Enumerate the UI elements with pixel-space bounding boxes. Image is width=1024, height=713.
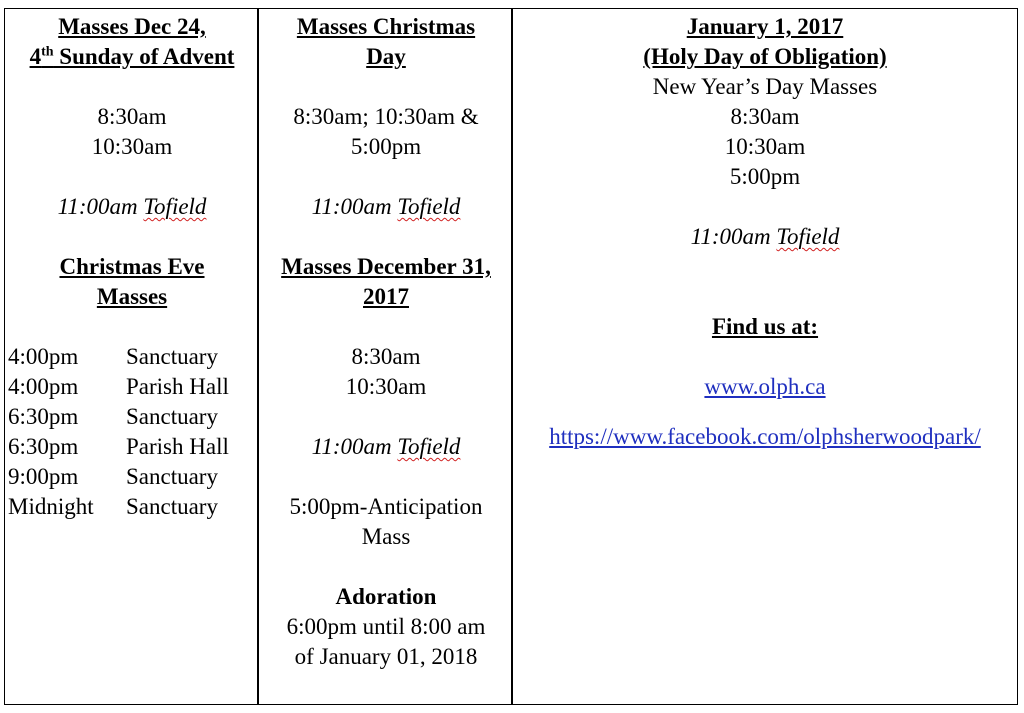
list-item: 4:00pm Parish Hall xyxy=(8,374,229,399)
find-us-heading: Find us at: xyxy=(711,314,819,339)
christmas-day-heading: Masses Christmas Day xyxy=(296,14,476,69)
dec24-heading: Masses Dec 24, 4th Sunday of Advent xyxy=(29,14,235,69)
christmas-eve-heading: Christmas Eve Masses xyxy=(59,254,205,309)
new-year-tofield: 11:00am Tofield xyxy=(690,224,840,249)
christmas-day-column xyxy=(262,12,510,672)
new-year-column xyxy=(516,12,1014,452)
dec31-tofield: 11:00am Tofield xyxy=(311,434,461,459)
christmas-eve-list xyxy=(8,342,256,522)
dec24-column xyxy=(8,12,256,522)
dec31-times: 8:30am 10:30am xyxy=(345,344,427,399)
christmas-day-tofield: 11:00am Tofield xyxy=(311,194,461,219)
adoration-title: Adoration xyxy=(335,584,437,609)
list-item: 6:30pm Sanctuary xyxy=(8,404,218,429)
column-divider xyxy=(257,8,259,705)
adoration-details: 6:00pm until 8:00 am of January 01, 2018 xyxy=(286,614,486,669)
anticipation-mass: 5:00pm-Anticipation Mass xyxy=(289,494,483,549)
list-item: 9:00pm Sanctuary xyxy=(8,464,218,489)
website-link[interactable]: www.olph.ca xyxy=(704,374,826,399)
new-year-subtitle: New Year’s Day Masses xyxy=(652,74,878,99)
new-year-times: 8:30am 10:30am 5:00pm xyxy=(724,104,806,189)
list-item: Midnight Sanctuary xyxy=(8,494,218,519)
list-item: 4:00pm Sanctuary xyxy=(8,344,218,369)
dec31-heading: Masses December 31, 2017 xyxy=(281,254,491,309)
new-year-heading: January 1, 2017 (Holy Day of Obligation) xyxy=(643,14,887,69)
list-item: 6:30pm Parish Hall xyxy=(8,434,229,459)
dec24-times: 8:30am 10:30am xyxy=(91,104,173,159)
column-divider xyxy=(511,8,513,705)
facebook-link[interactable]: https://www.facebook.com/olphsherwoodpark/ xyxy=(549,424,981,449)
dec24-tofield: 11:00am Tofield xyxy=(57,194,207,219)
christmas-day-times: 8:30am; 10:30am & 5:00pm xyxy=(293,104,479,159)
